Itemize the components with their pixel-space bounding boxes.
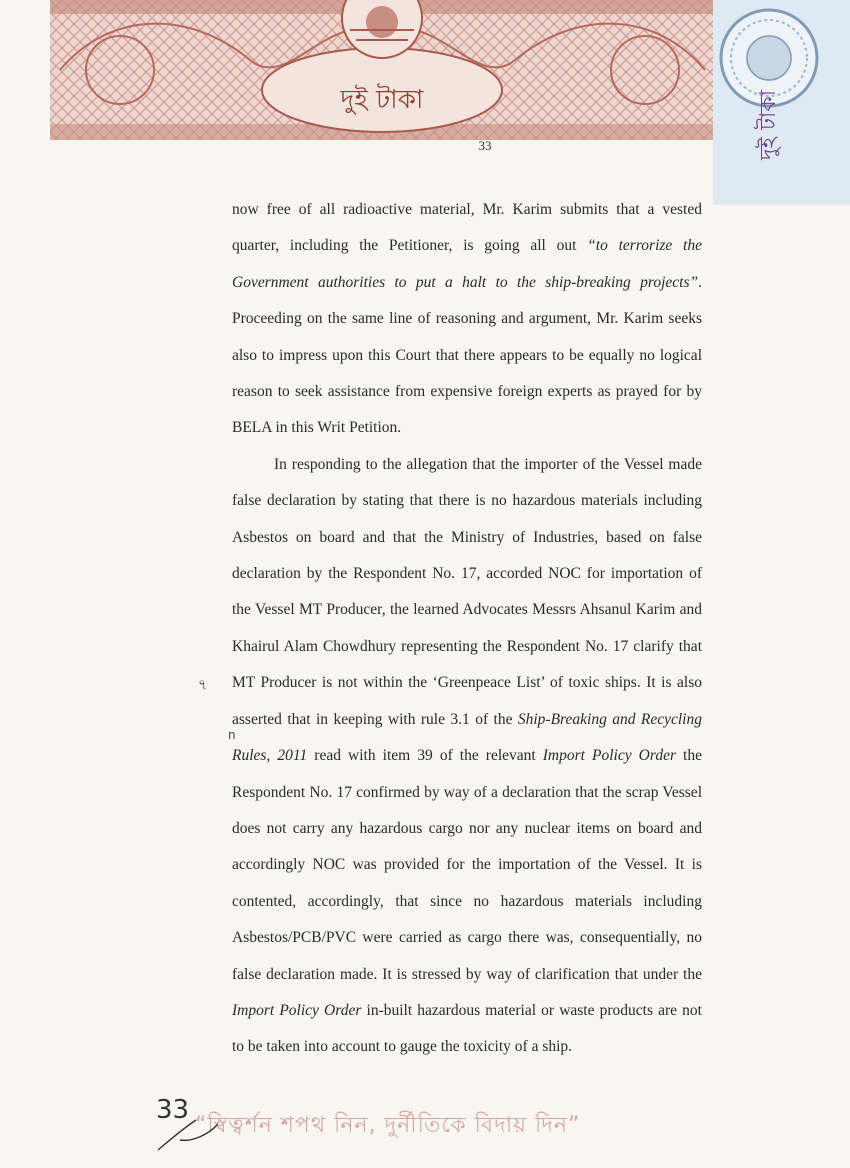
- italic-text: Import Policy Order: [542, 747, 676, 765]
- page-number: 33: [478, 138, 492, 153]
- footer-motto: “স্বিত্বর্শন শপথ নিন, দুর্নীতিকে বিদায় দিন”: [195, 1113, 581, 1138]
- body-text-segment: the Respondent No. 17 confirmed by way of a declaration that the scrap Vessel does not carry any hazardous cargo nor any nuclear items on board and accordingly NOC was provided for the importation of the Vessel. It is contented, accordingly, that since no hazardous materials including Asbestos/PCB/PVC were carried as cargo there was, consequentially, no false declaration made. It is stressed by way of clarification that under the: [232, 747, 702, 983]
- ornamental-border: [50, 0, 715, 140]
- body-text-segment: in-built hazardous material or waste products are not to be taken into account to gauge the toxicity of a ship.: [232, 1001, 702, 1056]
- stamp-side-text: দুই টাকা: [756, 89, 781, 160]
- signature-number: 33: [156, 1095, 190, 1125]
- revenue-stamp-seal: [713, 0, 850, 205]
- body-text-segment: now free of all radioactive material, Mr. Karim submits that a vested quarter, including the Petitioner, is going all out: [232, 201, 702, 255]
- paragraph: [232, 447, 702, 1066]
- document-body: [232, 192, 702, 1066]
- paragraph: [232, 192, 702, 447]
- revenue-stamp: [713, 0, 850, 205]
- margin-annotation: ৭: [198, 677, 208, 693]
- italic-text: Ship-Breaking and Recycling Rules, 2011: [232, 710, 702, 765]
- body-text-segment: . Proceeding on the same line of reasoning and argument, Mr. Karim seeks also to impress upon this Court that there appears to be equally no logical reason to seek assistance from expensive foreign experts as prayed for by BELA in this Writ Petition.: [232, 273, 702, 437]
- banner-denomination: দুই টাকা: [340, 85, 424, 115]
- body-text-segment: In responding to the allegation that the importer of the Vessel made false declaration by stating that there is no hazardous materials including Asbestos on board and that the Ministry of Industries, based on false declaration by the Respondent No. 17, accorded NOC for importation of the Vessel MT Producer, the learned Advocates Messrs Ahsanul Karim and Khairul Alam Chowdhury representing the Respondent No. 17 clarify that MT Producer is not within the ‘Greenpeace List’ of toxic ships. It is also asserted that in keeping with rule 3.1 of the: [232, 455, 702, 728]
- stamp-paper-banner: [50, 0, 715, 140]
- italic-text: “to terrorize the Government authorities to put a halt to the ship-breaking projects”: [232, 237, 702, 291]
- margin-annotation-small: n: [228, 728, 236, 742]
- handwritten-signature: [150, 1080, 230, 1160]
- body-text-segment: read with item 39 of the relevant: [307, 747, 543, 765]
- italic-text: Import Policy Order: [232, 1001, 362, 1019]
